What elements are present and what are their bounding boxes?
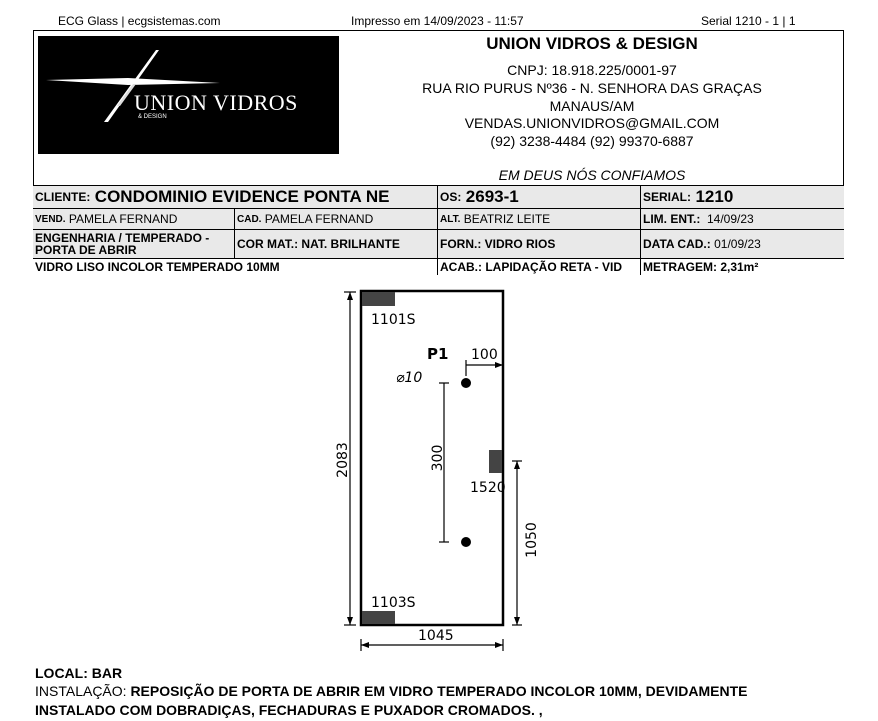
system-credit: ECG Glass | ecgsistemas.com (58, 14, 221, 28)
bottom-hinge-label: 1103S (371, 595, 416, 611)
client-label: CLIENTE: (35, 190, 91, 204)
company-name: UNION VIDROS & DESIGN (486, 34, 698, 53)
install-label: INSTALAÇÃO: (35, 683, 127, 699)
serial-label: SERIAL: (643, 190, 691, 204)
finish-value: ACAB.: LAPIDAÇÃO RETA - VID (440, 260, 622, 274)
hole-diameter-label: ⌀10 (396, 370, 423, 386)
lock-label: 1520 (470, 480, 506, 496)
cad-value: PAMELA FERNAND (264, 212, 374, 226)
date-value: 01/09/23 (714, 237, 761, 251)
print-timestamp: Impresso em 14/09/2023 - 11:57 (351, 14, 524, 28)
supplier-value: FORN.: VIDRO RIOS (440, 237, 556, 251)
side-dimension-label: 1050 (524, 522, 540, 558)
hole-top (461, 378, 471, 388)
client-value: CONDOMINIO EVIDENCE PONTA NE (94, 187, 390, 206)
install-text-1: REPOSIÇÃO DE PORTA DE ABRIR EM VIDRO TEMPERADO INCOLOR 10MM, DEVIDAMENTE (130, 683, 748, 699)
date-label: DATA CAD.: (643, 237, 711, 251)
top-hinge-label: 1101S (371, 312, 416, 328)
os-label: OS: (440, 190, 462, 204)
cad-label: CAD. (237, 213, 262, 225)
top-hinge-shape (362, 292, 395, 306)
type-line-2: PORTA DE ABRIR (35, 243, 137, 257)
lock-shape (489, 450, 502, 473)
serial-value: 1210 (695, 187, 734, 206)
height-dimension-label: 2083 (335, 442, 351, 478)
vendor-value: PAMELA FERNAND (68, 212, 178, 226)
offset-dimension-label: 100 (471, 347, 498, 363)
hole-bottom (461, 537, 471, 547)
company-cnpj: CNPJ: 18.918.225/0001-97 (507, 62, 677, 78)
limit-label: LIM. ENT.: (643, 212, 701, 226)
width-dimension-label: 1045 (418, 628, 454, 644)
color-value: COR MAT.: NAT. BRILHANTE (237, 237, 400, 251)
company-phones: (92) 3238-4484 (92) 99370-6887 (490, 133, 694, 149)
company-city: MANAUS/AM (549, 98, 635, 114)
company-address: RUA RIO PURUS Nº36 - N. SENHORA DAS GRAÇAS (422, 80, 762, 96)
alt-label: ALT. (440, 213, 461, 225)
bottom-hinge-shape (362, 611, 395, 624)
spacing-dimension-label: 300 (430, 444, 446, 472)
area-value: METRAGEM: 2,31m² (643, 260, 759, 274)
install-line-2: INSTALADO COM DOBRADIÇAS, FECHADURAS E PUXADOR CROMADOS. , (35, 702, 543, 718)
os-value: 2693-1 (465, 187, 519, 206)
type-line-1: ENGENHARIA / TEMPERADO - (35, 231, 210, 245)
piece-label: P1 (427, 345, 449, 363)
install-line-1 (35, 683, 748, 699)
logo-wordmark: UNION VIDROS (134, 90, 298, 115)
serial-page: Serial 1210 - 1 | 1 (701, 14, 796, 28)
local-text: LOCAL: BAR (35, 665, 123, 681)
limit-value: 14/09/23 (707, 212, 754, 226)
company-email: VENDAS.UNIONVIDROS@GMAIL.COM (464, 115, 720, 131)
vendor-label: VEND. (35, 213, 66, 225)
glass-value: VIDRO LISO INCOLOR TEMPERADO 10MM (35, 260, 280, 274)
company-motto: EM DEUS NÓS CONFIAMOS (498, 167, 686, 183)
logo-subtitle: & DESIGN (138, 114, 167, 120)
alt-value: BEATRIZ LEITE (463, 212, 551, 226)
